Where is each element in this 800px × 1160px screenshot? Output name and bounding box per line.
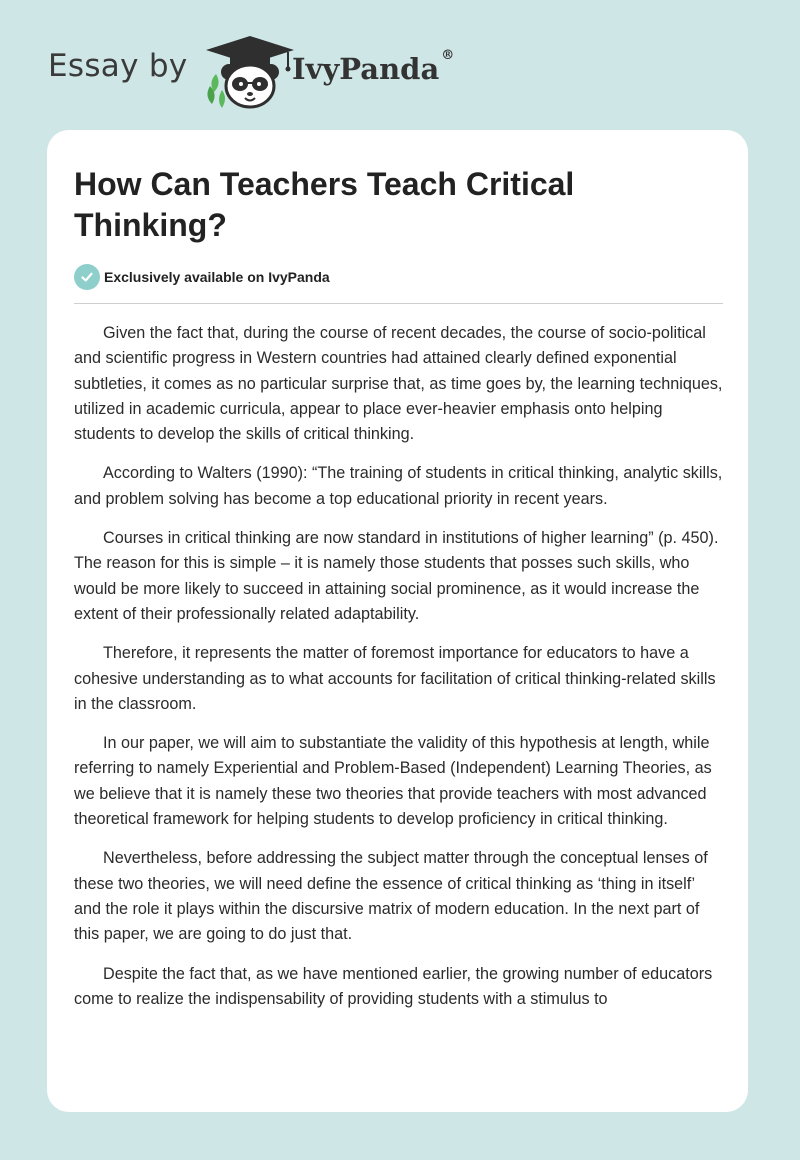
- paragraph: Therefore, it represents the matter of foremost importance for educators to have a cohesive understanding as to what accounts for facilitation of critical thinking-related skills in the classroom.: [74, 644, 716, 713]
- exclusive-badge: [74, 264, 330, 290]
- site-header: [48, 34, 488, 110]
- divider: [74, 303, 723, 304]
- exclusive-badge-label: Exclusively available on IvyPanda: [104, 269, 330, 285]
- paragraph: Nevertheless, before addressing the subject matter through the conceptual lenses of these two theories, we will need define the essence of critical thinking as ‘thing in itself’ and the role it plays within the discursive matrix of modern education. In the next part of this paper, we are going to do just that.: [74, 849, 708, 944]
- essay-body: [74, 321, 724, 1026]
- paragraph: According to Walters (1990): “The training of students in critical thinking, analytic skills, and problem solving has become a top educational priority in recent years.: [74, 464, 723, 508]
- paragraph: Given the fact that, during the course of recent decades, the course of socio-political and scientific progress in Western countries had attained clearly defined exponential subtleties, it comes as no particular surprise that, as time goes by, the learning techniques, utilized in academic curricula, appear to place ever-heavier emphasis onto helping students to develop the skills of critical thinking.: [74, 324, 723, 444]
- registered-mark: ®: [441, 48, 455, 63]
- paragraph: In our paper, we will aim to substantiate the validity of this hypothesis at length, while referring to namely Experiential and Problem-Based (Independent) Learning Theories, as we believe that it is namely these two theories that provide teachers with most advanced theoretical framework for helping students to develop proficiency in critical thinking.: [74, 734, 712, 829]
- brand-text: IvyPanda: [292, 52, 440, 86]
- essay-card: [47, 130, 748, 1112]
- paragraph: Despite the fact that, as we have mentioned earlier, the growing number of educators come to realize the indispensability of providing students with a stimulus to: [74, 964, 713, 1008]
- essay-by-label: Essay by: [48, 48, 188, 84]
- brand-name[interactable]: [292, 48, 455, 86]
- checkmark-icon: [74, 264, 100, 290]
- page-title: How Can Teachers Teach Critical Thinking?: [74, 166, 575, 243]
- paragraph: Courses in critical thinking are now standard in institutions of higher learning” (p. 450). The reason for this is simple – it is namely those students that posses such skills, who would be more likely to succeed in attaining social prominence, as it would increase the extent of their professionally related adaptability.: [74, 529, 719, 623]
- ivypanda-panda-logo-icon[interactable]: [202, 34, 298, 110]
